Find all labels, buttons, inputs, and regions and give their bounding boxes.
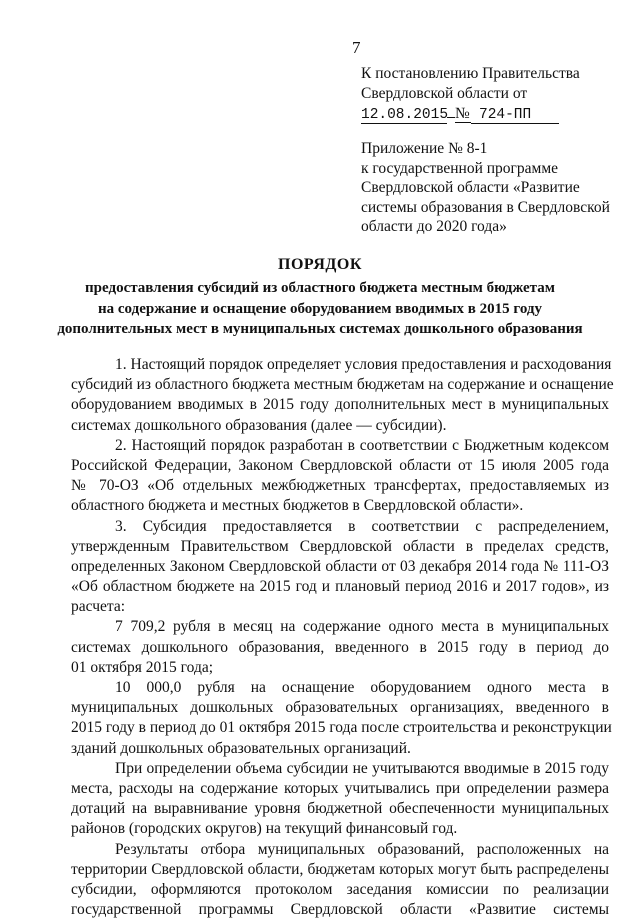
page-number: 7 <box>352 38 361 58</box>
header-line-2: Свердловской области от <box>361 84 621 104</box>
paragraph-line: 2. Настоящий порядок разработан в соответствии с Бюджетным кодексом <box>71 436 609 456</box>
paragraph-4 <box>71 617 609 678</box>
paragraph-line: областного бюджета и местных бюджетов в Свердловской области». <box>71 496 609 516</box>
paragraph-line: системах дошкольного образования (далее — субсидии). <box>71 416 609 436</box>
paragraph-line: территории Свердловской области, бюджетам которых могут быть распределены <box>71 860 609 880</box>
paragraph-1 <box>71 355 609 436</box>
subtitle-line-2: на содержание и оснащение оборудованием вводимых в 2015 году <box>0 299 640 320</box>
paragraph-line: «Об областном бюджете на 2015 год и плановый период 2016 и 2017 годов», из <box>71 577 609 597</box>
paragraph-3 <box>71 517 609 618</box>
paragraph-line: субсидий из областного бюджета местным бюджетам на содержание и оснащение <box>71 375 609 395</box>
paragraph-line: дотаций на выравнивание уровня бюджетной обеспеченности муниципальных <box>71 799 609 819</box>
resolution-header <box>361 64 621 124</box>
paragraph-7 <box>71 840 609 920</box>
paragraph-line: При определении объема субсидии не учитываются вводимые в 2015 году <box>71 759 609 779</box>
paragraph-line: Результаты отбора муниципальных образований, расположенных на <box>71 840 609 860</box>
paragraph-line: системах дошкольного образования, введенного в 2015 году в период до <box>71 638 609 658</box>
paragraph-line: государственной программы Свердловской области «Развитие системы <box>71 900 609 920</box>
paragraph-2 <box>71 436 609 517</box>
subtitle-line-1: предоставления субсидий из областного бюджета местным бюджетам <box>0 278 640 299</box>
document-title: ПОРЯДОК <box>0 256 640 274</box>
paragraph-line: 10 000,0 рубля на оснащение оборудованием одного места в <box>71 678 609 698</box>
paragraph-line: 2015 году в период до 01 октября 2015 года после строительства и реконструкции <box>71 718 609 738</box>
appendix-line-1: Приложение № 8-1 <box>361 139 621 159</box>
resolution-number: 724-ПП <box>471 107 559 124</box>
paragraph-line: 3. Субсидия предоставляется в соответствии с распределением, <box>71 517 609 537</box>
paragraph-line: № 70-ОЗ «Об отдельных межбюджетных трансфертах, предоставляемых из <box>71 476 609 496</box>
appendix-block <box>361 139 621 237</box>
number-label: № <box>455 106 471 123</box>
paragraph-line: районов (городских округов) на текущий финансовый год. <box>71 819 609 839</box>
paragraph-line: 1. Настоящий порядок определяет условия предоставления и расходования <box>71 355 609 375</box>
paragraph-line: 7 709,2 рубля в месяц на содержание одного места в муниципальных <box>71 617 609 637</box>
paragraph-line: 01 октября 2015 года; <box>71 658 609 678</box>
document-subtitle <box>0 278 640 340</box>
paragraph-5 <box>71 678 609 759</box>
paragraph-line: субсидии, оформляются протоколом заседания комиссии по реализации <box>71 880 609 900</box>
paragraph-line: утвержденным Правительством Свердловской области в пределах средств, <box>71 537 609 557</box>
header-line-1: К постановлению Правительства <box>361 64 621 84</box>
paragraph-line: определенных Законом Свердловской области от 03 декабря 2014 года № 111-ОЗ <box>71 557 609 577</box>
paragraph-6 <box>71 759 609 840</box>
paragraph-line: Российской Федерации, Законом Свердловской области от 15 июля 2005 года <box>71 456 609 476</box>
appendix-line-3: Свердловской области «Развитие <box>361 178 621 198</box>
subtitle-line-3: дополнительных мест в муниципальных системах дошкольного образования <box>0 319 640 340</box>
paragraph-line: расчета: <box>71 597 609 617</box>
appendix-line-4: системы образования в Свердловской <box>361 198 621 218</box>
header-date-line <box>361 104 621 124</box>
paragraph-line: места, расходы на содержание которых учитывались при определении размера <box>71 779 609 799</box>
document-body <box>71 355 609 920</box>
appendix-line-2: к государственной программе <box>361 159 621 179</box>
resolution-date: 12.08.2015 <box>361 107 447 124</box>
paragraph-line: муниципальных дошкольных образовательных организациях, введенного в <box>71 698 609 718</box>
paragraph-line: оборудованием вводимых в 2015 году дополнительных мест в муниципальных <box>71 395 609 415</box>
appendix-line-5: области до 2020 года» <box>361 217 621 237</box>
paragraph-line: зданий дошкольных образовательных организаций. <box>71 739 609 759</box>
